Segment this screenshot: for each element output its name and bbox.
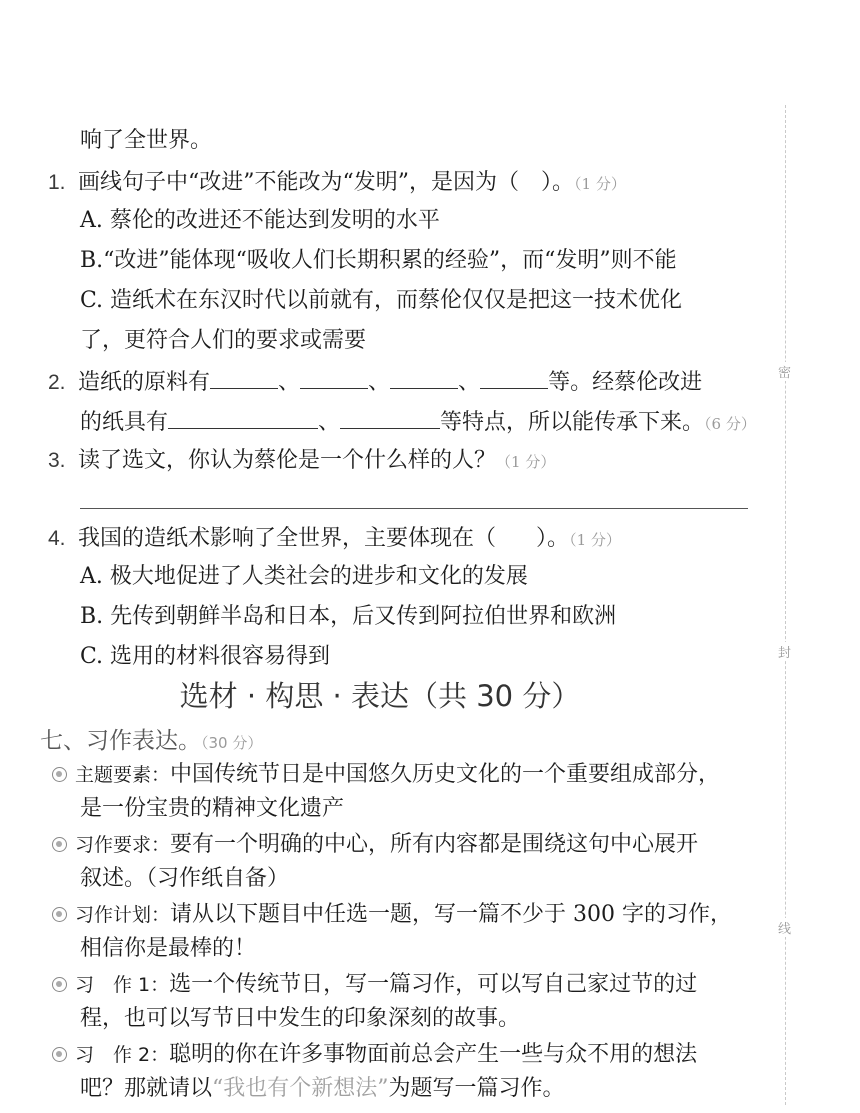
prompt-1-label: 习 作 1：	[75, 974, 170, 996]
prompt-1-text-continued: 程，也可以写节日中发生的印象深刻的故事。	[80, 1006, 521, 1031]
fill-blank[interactable]	[168, 406, 318, 429]
theme-requirement	[52, 760, 720, 790]
plan-text-continued: 相信你是最棒的！	[80, 936, 257, 961]
writing-prompt-2	[52, 1040, 697, 1070]
question-stem: 造纸的原料有	[78, 370, 211, 395]
theme-text: 中国传统节日是中国悠久历史文化的一个重要组成部分，	[170, 762, 721, 787]
plan-text: 请从以下题目中任选一题，写一篇不少于 300 字的习作，	[170, 902, 732, 927]
prompt-2-title-quote: “我也有个新想法”	[212, 1076, 389, 1101]
score-note: （1 分）	[496, 453, 556, 471]
answer-paren-open: （	[474, 526, 497, 551]
prompt-2-text-a: 吧？那就请以	[80, 1076, 213, 1101]
flower-bullet-icon	[52, 837, 67, 852]
separator: 、	[368, 370, 391, 395]
requirement-text: 要有一个明确的中心，所有内容都是围绕这句中心展开	[170, 832, 699, 857]
separator: 、	[458, 370, 481, 395]
fill-blank[interactable]	[340, 406, 440, 429]
prompt-2-text-b: 为题写一篇习作。	[388, 1076, 565, 1101]
fill-blank[interactable]	[480, 366, 548, 389]
fill-blank[interactable]	[390, 366, 458, 389]
prompt-2-label: 习 作 2：	[75, 1044, 170, 1066]
plan-label: 习作计划：	[75, 904, 171, 926]
prompt-2-text: 聪明的你在许多事物面前总会产生一些与众不用的想法	[169, 1042, 698, 1067]
section-title: 选材 · 构思 · 表达（共 30 分）	[179, 679, 581, 713]
writing-requirement	[52, 830, 698, 860]
flower-bullet-icon	[52, 907, 67, 922]
flower-bullet-icon	[52, 1047, 67, 1062]
writing-prompt-1	[52, 970, 697, 1000]
theme-label: 主题要素：	[75, 764, 171, 786]
option-b: B.“改进”能体现“吸收人们长期积累的经验”，而“发明”则不能	[80, 248, 677, 273]
answer-paren-open: （	[497, 170, 520, 195]
flower-bullet-icon	[52, 767, 67, 782]
question-stem-end: 等特点，所以能传承下来。	[440, 410, 705, 435]
heading-text: 七、习作表达。	[40, 728, 201, 754]
score-note: （30 分）	[201, 734, 263, 752]
question-stem: 的纸具有	[80, 410, 169, 435]
binding-margin-line	[785, 105, 786, 1105]
question-number: 2.	[48, 371, 66, 394]
stem-end: 。	[547, 526, 570, 551]
answer-paren-close: ）	[536, 526, 548, 551]
score-note: （1 分）	[574, 175, 626, 193]
question-2	[48, 366, 702, 398]
stem-end: 。	[552, 170, 575, 195]
option-c: C. 造纸术在东汉时代以前就有，而蔡伦仅仅是把这一技术优化	[80, 288, 683, 313]
question-3	[48, 446, 555, 477]
option-c: C. 选用的材料很容易得到	[80, 644, 331, 669]
flower-bullet-icon	[52, 977, 67, 992]
question-4	[48, 524, 621, 555]
writing-plan	[52, 900, 732, 930]
question-number: 4.	[48, 527, 66, 550]
question-stem: 我国的造纸术影响了全世界，主要体现在	[78, 526, 475, 551]
requirement-text-continued: 叙述。（习作纸自备）	[80, 866, 290, 891]
question-number: 3.	[48, 449, 66, 472]
option-a: A. 蔡伦的改进还不能达到发明的水平	[80, 208, 440, 233]
question-1	[48, 168, 626, 199]
score-note: （6 分）	[704, 415, 756, 433]
option-c-continued: 了，更符合人们的要求或需要	[80, 328, 367, 353]
question-stem-end: 等。经蔡伦改进	[548, 370, 703, 395]
question-2-line-2	[80, 406, 756, 439]
prompt-2-text-line-2	[80, 1074, 565, 1104]
answer-line[interactable]	[80, 508, 748, 509]
answer-paren-close: ）	[541, 170, 553, 195]
question-stem: 画线句子中“改进”不能改为“发明”，是因为	[78, 170, 497, 195]
question-number: 1.	[48, 171, 66, 194]
separator: 、	[318, 410, 341, 435]
fill-blank[interactable]	[300, 366, 368, 389]
prompt-1-text: 选一个传统节日，写一篇习作，可以写自己家过节的过	[169, 972, 698, 997]
passage-continuation: 响了全世界。	[80, 128, 213, 153]
margin-mark-mi: 密	[778, 362, 791, 381]
fill-blank[interactable]	[210, 366, 278, 389]
margin-mark-feng: 封	[778, 642, 791, 661]
margin-mark-xian: 线	[778, 918, 791, 937]
separator: 、	[278, 370, 301, 395]
option-a: A. 极大地促进了人类社会的进步和文化的发展	[80, 564, 528, 589]
theme-text-continued: 是一份宝贵的精神文化遗产	[80, 796, 345, 821]
option-b: B. 先传到朝鲜半岛和日本，后又传到阿拉伯世界和欧洲	[80, 604, 617, 629]
score-note: （1 分）	[569, 531, 621, 549]
requirement-label: 习作要求：	[75, 834, 171, 856]
part-7-heading	[40, 726, 262, 758]
question-stem: 读了选文，你认为蔡伦是一个什么样的人？	[78, 448, 497, 473]
